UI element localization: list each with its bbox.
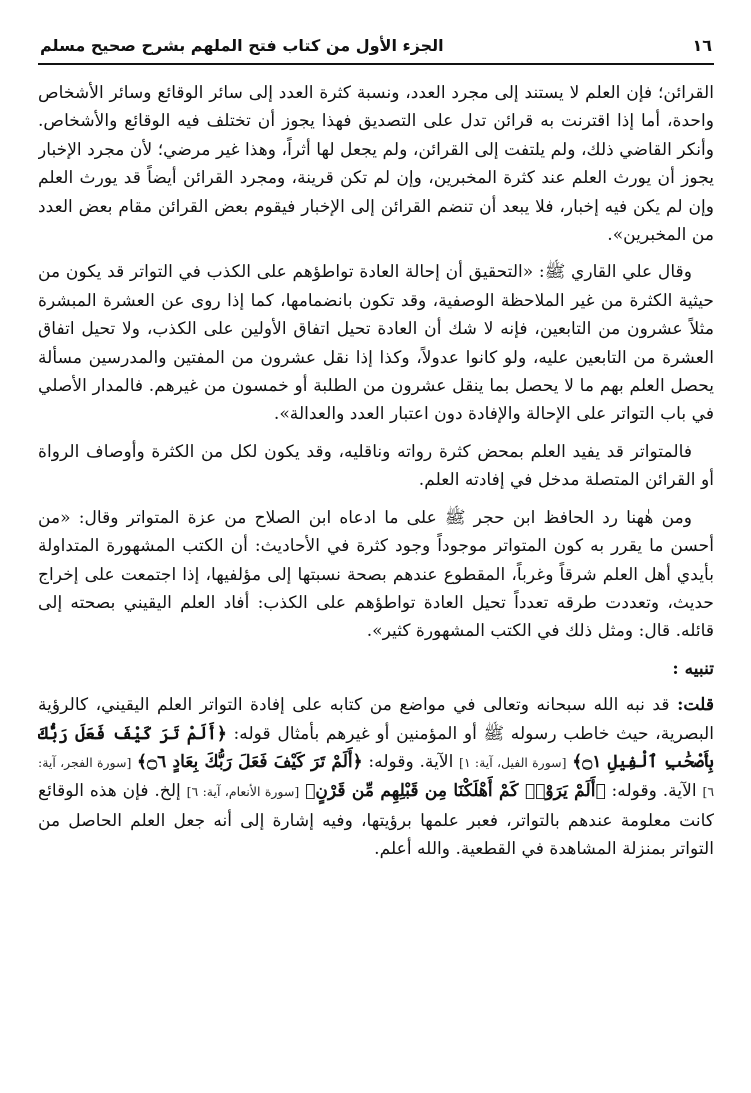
verse-reference-1: [سورة الفيل، آية: ١] [459, 754, 567, 770]
verse-continuation-1: الآية. وقوله: [368, 751, 454, 772]
paragraph-1: القرائن؛ فإن العلم لا يستند إلى مجرد العدد، ونسبة كثرة العدد إلى سائر الوقائع وسائر الأشخاص واحدة، أما إذا اقترنت به قرائن تدل على التصديق فهذا يجوز أن تختلف فيه الوقائع والأشخاص. وأنكر القاضي ذلك، ولم يلتفت إلى القرائن، ولم يجعل لها أثراً، وهذا غير مرضي؛ لأن مجرد الإخبار يجوز أن يورث العلم عند كثرة المخبرين، وإن لم تكن قرينة، ومجرد القرائن أيضاً قد يورث العلم وإن لم يكن فيه إخبار، فلا يبعد أن تنضم القرائن إلى الإخبار فيقوم بعض القرائن مقام بعض العدد من المخبرين». [38, 83, 714, 246]
verse-continuation-2: الآية. وقوله: [611, 781, 697, 802]
page-header [38, 30, 714, 61]
tanbih-heading: تنبيه : [672, 658, 714, 679]
closing-text: إلخ. فإن هذه الوقائع كانت معلومة عندهم بالتواتر، فعبر علمها برؤيتها، وفيه إشارة إلى أنه جعل العلم الحاصل من التواتر بمنزلة المشاهدة في القطعية. والله أعلم. [38, 781, 714, 860]
qult-label: قلت: [677, 695, 714, 716]
verse-reference-2: [سورة الفجر، آية: ٦] [38, 754, 714, 800]
qult-text: قد نبه الله سبحانه وتعالى في مواضع من كتابه على إفادة التواتر العلم اليقيني، كالرؤية البصرية، حيث خاطب رسوله ﷺ أو المؤمنين أو غيرهم بأمثال قوله: [38, 695, 714, 744]
running-title: الجزء الأول من كتاب فتح الملهم بشرح صحيح مسلم [40, 36, 444, 55]
header-rule [38, 63, 714, 65]
paragraph-4: ومن هٰهنا رد الحافظ ابن حجر ﷺ على ما ادعاه ابن الصلاح من عزة المتواتر وقال: «من أحسن ما يقرر به كون المتواتر موجوداً وجود كثرة في الأحاديث: أن الكتب المشهورة المتداولة بأيدي أهل العلم شرقاً وغرباً، المقطوع عندهم بصحة نسبتها إلى مؤلفيها، إذا اجتمعت على إخراج حديث، وتعددت طرقه تعدداً تحيل العادة تواطؤهم على الكذب: أفاد العلم اليقيني بصحته إلى قائله. قال: ومثل ذلك في الكتب المشهورة كثير». [38, 507, 714, 642]
paragraph-3: فالمتواتر قد يفيد العلم بمحض كثرة رواته وناقليه، وقد يكون لكل من الكثرة وأوصاف الرواة أو القرائن المتصلة مدخل في إفادته العلم. [38, 441, 714, 491]
quran-verse-3: ﴿أَلَمْ يَرَوْا۟ كَمْ أَهْلَكْنَا مِن قَبْلِهِم مِّن قَرْنٍ﴾ [305, 781, 606, 802]
quran-verse-1: ﴿أَلَمْ تَرَ كَيْفَ فَعَلَ رَبُّكَ بِأَصْحَٰبِ ٱلْفِيلِ ۝١﴾ [38, 723, 714, 772]
page-number: ١٦ [692, 36, 712, 55]
qult-paragraph [38, 691, 714, 863]
quran-verse-2: ﴿أَلَمْ تَرَ كَيْفَ فَعَلَ رَبُّكَ بِعَادٍ ۝٦﴾ [137, 751, 363, 772]
verse-reference-3: [سورة الأنعام، آية: ٦] [186, 784, 300, 800]
book-page [38, 30, 714, 1070]
paragraph-2: وقال علي القاري ﷺ: «التحقيق أن إحالة العادة تواطؤهم على الكذب في التواتر قد يكون من حيثية الكثرة من غير الملاحظة الوصفية، وقد تكون بانضمامها، كما إذا روى عن العشرة المبشرة مثلاً عشرون من التابعين، فإنه لا شك أن العادة تحيل اتفاق الأولين على الكذب، ولا تحيل اتفاق العشرة من التابعين عليه، ولو كانوا عدولاً، وكذا إذا نقل عشرون من المفتين والمدرسين مسألة يحصل العلم بهم ما لا يحصل بما ينقل عشرون من الطلبة أو خمسون من غيرهم. فالمدار الأصلي في باب التواتر على الإحالة والإفادة دون اعتبار العدد والعدالة». [38, 262, 714, 425]
